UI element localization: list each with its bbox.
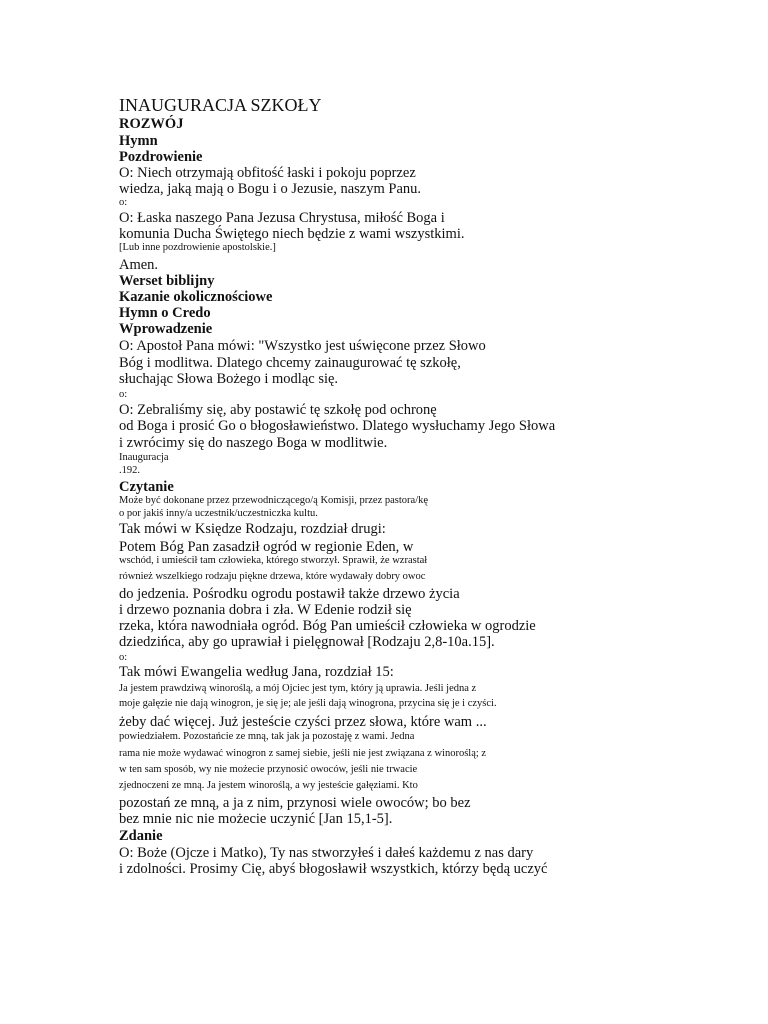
text-line: słuchając Słowa Bożego i modląc się. <box>119 371 339 387</box>
text-line: Bóg i modlitwa. Dlatego chcemy zainaugurować tę szkołę, <box>119 355 461 371</box>
small-text-line: również wszelkiego rodzaju piękne drzewa, które wydawały dobry owoc <box>119 571 426 582</box>
text-line: wiedza, jaką mają o Bogu i o Jezusie, naszym Panu. <box>119 181 422 197</box>
small-text-line: o: <box>119 652 128 663</box>
small-text-line: .192. <box>119 465 140 476</box>
small-text-line: wschód, i umieścił tam człowieka, którego stworzył. Sprawił, że wzrastał <box>119 555 428 566</box>
small-text-line: o: <box>119 197 128 208</box>
small-text-line: o por jakiś inny/a uczestnik/uczestniczka kultu. <box>119 508 318 519</box>
text-line: O: Niech otrzymają obfitość łaski i pokoju poprzez <box>119 165 416 181</box>
small-text-line: zjednoczeni ze mną. Ja jestem winoroślą, a wy jesteście gałęziami. Kto <box>119 780 418 791</box>
text-line: rzeka, która nawodniała ogród. Bóg Pan umieścił człowieka w ogrodzie <box>119 618 536 634</box>
section-heading: Hymn <box>119 133 158 149</box>
text-line: od Boga i prosić Go o błogosławieństwo. Dlatego wysłuchamy Jego Słowa <box>119 418 556 434</box>
text-line: O: Zebraliśmy się, aby postawić tę szkołę pod ochronę <box>119 402 437 418</box>
small-text-line: moje gałęzie nie dają winogron, je się je; ale jeśli dają winogrona, przycina się je i czyści. <box>119 698 497 709</box>
text-line: O: Boże (Ojcze i Matko), Ty nas stworzyłeś i dałeś każdemu z nas dary <box>119 845 534 861</box>
small-text-line: Ja jestem prawdziwą winoroślą, a mój Ojciec jest tym, który ją uprawia. Jeśli jedna z <box>119 683 477 694</box>
section-heading: Pozdrowienie <box>119 149 203 165</box>
text-line: dziedzińca, aby go uprawiał i pielęgnował [Rodzaju 2,8-10a.15]. <box>119 634 495 650</box>
section-heading: Kazanie okolicznościowe <box>119 289 273 305</box>
text-line: i drzewo poznania dobra i zła. W Edenie rodził się <box>119 602 412 618</box>
text-line: O: Apostoł Pana mówi: "Wszystko jest uświęcone przez Słowo <box>119 338 486 354</box>
section-heading: Wprowadzenie <box>119 321 213 337</box>
small-text-line: [Lub inne pozdrowienie apostolskie.] <box>119 242 276 253</box>
text-line: komunia Ducha Świętego niech będzie z wami wszystkimi. <box>119 226 465 242</box>
document-title: INAUGURACJA SZKOŁY <box>119 95 322 115</box>
text-line: Tak mówi w Księdze Rodzaju, rozdział drugi: <box>119 521 386 537</box>
small-text-line: w ten sam sposób, wy nie możecie przynosić owoców, jeśli nie trwacie <box>119 764 418 775</box>
small-text-line: powiedziałem. Pozostańcie ze mną, tak jak ja pozostaję z wami. Jedna <box>119 731 415 742</box>
section-heading: Hymn o Credo <box>119 305 211 321</box>
text-line: Amen. <box>119 257 159 273</box>
text-line: Potem Bóg Pan zasadził ogród w regionie Eden, w <box>119 539 414 555</box>
text-line: żeby dać więcej. Już jesteście czyści przez słowa, które wam ... <box>119 714 487 730</box>
section-heading: Czytanie <box>119 479 174 495</box>
small-text-line: Inauguracja <box>119 452 169 463</box>
text-line: O: Łaska naszego Pana Jezusa Chrystusa, miłość Boga i <box>119 210 445 226</box>
text-line: Tak mówi Ewangelia według Jana, rozdział 15: <box>119 664 394 680</box>
small-text-line: rama nie może wydawać winogron z samej siebie, jeśli nie jest związana z winoroślą; z <box>119 748 487 759</box>
section-heading: ROZWÓJ <box>119 116 184 132</box>
section-heading: Werset biblijny <box>119 273 215 289</box>
text-line: i zdolności. Prosimy Cię, abyś błogosławił wszystkich, którzy będą uczyć <box>119 861 548 877</box>
text-line: pozostań ze mną, a ja z nim, przynosi wiele owoców; bo bez <box>119 795 471 811</box>
text-line: do jedzenia. Pośrodku ogrodu postawił także drzewo życia <box>119 586 460 602</box>
text-line: bez mnie nic nie możecie uczynić [Jan 15,1-5]. <box>119 811 393 827</box>
small-text-line: Może być dokonane przez przewodniczącego/ą Komisji, przez pastora/kę <box>119 495 429 506</box>
section-heading: Zdanie <box>119 828 163 844</box>
text-line: i zwrócimy się do naszego Boga w modlitwie. <box>119 435 388 451</box>
small-text-line: o: <box>119 389 128 400</box>
